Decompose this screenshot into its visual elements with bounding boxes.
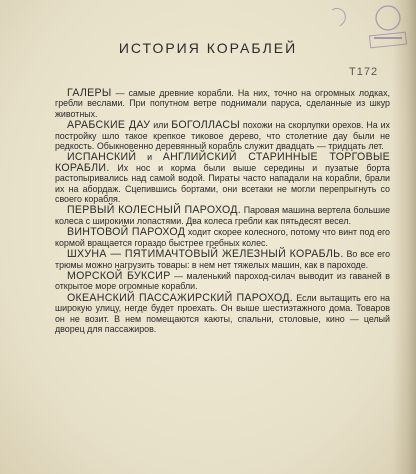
paragraph-heading: МОРСКОЙ БУКСИР	[67, 269, 171, 282]
shelfmark: T172	[349, 66, 379, 78]
paragraph-heading: ВИНТОВОЙ ПАРОХОД	[67, 226, 186, 239]
paragraph-schooner	[55, 249, 390, 270]
page-spine-shadow	[392, 0, 416, 474]
paragraph-text: Если вытащить его на широкую улицу, негде будет проехать. Он выше шестиэтажного дома. Товаров он не возит. В нем помещаются каюты, спальни, столовые, кино — целый дворец для пассажиров.	[55, 292, 390, 334]
paragraph-heading: ОКЕАНСКИЙ ПАССАЖИРСКИЙ ПАРОХОД.	[67, 291, 294, 304]
paragraph-tugboat	[55, 271, 390, 292]
article-body	[55, 88, 390, 335]
paragraph-heading: ГАЛЕРЫ	[67, 87, 112, 99]
paragraph-text: — маленький пароход-силач выводит из гаваней в открытое море огромные корабли.	[55, 270, 390, 292]
paragraph-text: похожи на скорлупки орехов. На их постройку шло такое крепкое тиковое дерево, что столетние дау были не редкость. Обыкновенно деревянный корабль служит двадцать — тридцать лет.	[55, 120, 390, 152]
page-title: ИСТОРИЯ КОРАБЛЕЙ	[118, 40, 298, 56]
paragraph-heading: АРАБСКИЕ ДАУ	[67, 119, 151, 132]
paragraph-heading-2: АНГЛИЙСКИЙ СТАРИННЫЕ ТОРГОВЫЕ КОРАБЛИ.	[55, 151, 390, 174]
paragraph-heading: ПЕРВЫЙ КОЛЕСНЫЙ ПАРОХОД.	[67, 204, 241, 217]
paragraph-text: Во все его трюмы можно нагрузить товары: в нем нет тяжелых машин, как в пароходе.	[55, 249, 391, 270]
paragraph-connector: или	[150, 120, 172, 131]
paragraph-text: — самые древние корабли. На них, точно на огромных лодках, гребли веслами. При попутном ветре поднимали паруса, сделанные из шкур животных.	[55, 88, 390, 119]
paragraph-text: ходит скорее колесного, потому что винт под его кормой вращается гораздо быстрее гребных колес.	[55, 227, 390, 248]
paragraph-heading-2: БОГОЛЛАСЫ	[171, 119, 241, 132]
paragraph-ocean-liner	[55, 293, 390, 335]
paragraph-text: Их нос и корма были выше середины и пузатые борта растопыривались над самой водой. Пираты часто нападали на корабли, брали их на абордаж. Сцепившись бортами, они всетаки не могли перепрыгнуть со своего корабля.	[55, 162, 390, 205]
paragraph-heading: ИСПАНСКИЙ	[67, 151, 137, 164]
paragraph-trade-ships	[55, 152, 390, 204]
paragraph-screw-steamer	[55, 227, 390, 248]
paragraph-heading: ШХУНА — ПЯТИМАЧТОВЫЙ ЖЕЛЕЗНЫЙ КОРАБЛЬ.	[67, 248, 344, 261]
paragraph-connector: и	[136, 152, 163, 163]
paragraph-galleys	[55, 88, 390, 119]
paragraph-dhows	[55, 120, 390, 151]
paragraph-paddle-steamer	[55, 205, 390, 226]
paragraph-text: Паровая машина вертела большие колеса с широкими лопастями. Два колеса гребли как пятьдесят весел.	[55, 205, 390, 226]
